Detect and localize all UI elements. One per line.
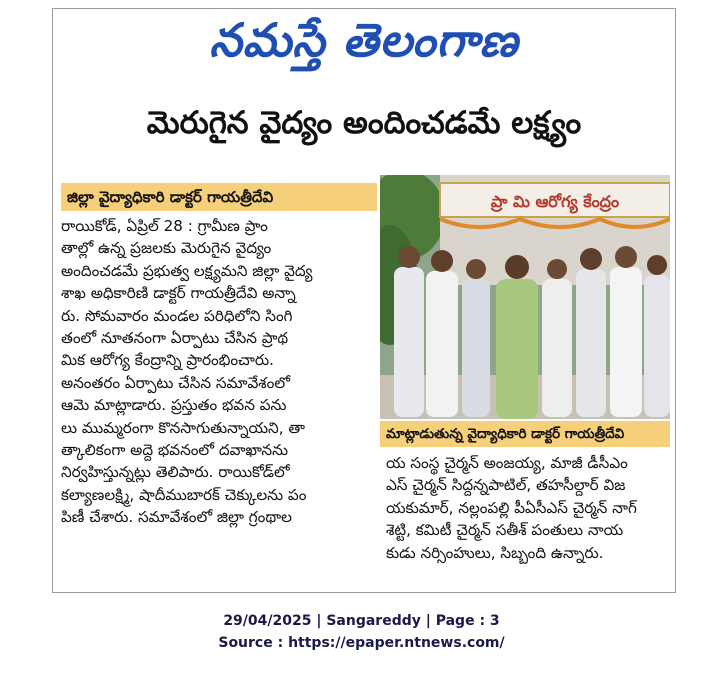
- article-line: కల్యాణలక్ష్మి, షాదీముబారక్ చెక్కులను పం: [61, 485, 307, 504]
- article-body-left: [61, 215, 379, 529]
- article-line: పిణీ చేశారు. సమావేశంలో జిల్లా గ్రంథాల: [61, 508, 292, 527]
- article-line: రు. సోమవారం మండల పరిధిలోని సింగి: [61, 306, 293, 325]
- footer-source: Source : https://epaper.ntnews.com/: [218, 635, 505, 651]
- photo-banner-text: ప్రా మి ఆరోగ్య కేంద్రం: [490, 192, 620, 211]
- article-line: అనంతరం ఏర్పాటు చేసిన సమావేశంలో: [61, 373, 290, 392]
- article-line: త్కాలికంగా అద్దె భవనంలో దవాఖానను: [61, 441, 288, 460]
- article-line: యకుమార్, నల్లంపల్లి పీఏసీఎస్ చైర్మన్ నాగ్: [386, 498, 637, 517]
- footer: [0, 610, 723, 654]
- article-line: రాయికోడ్, ఏప్రిల్ 28 : గ్రామీణ ప్రాం: [61, 217, 268, 235]
- article-line: ఆమె మాట్లాడారు. ప్రస్తుతం భవన పను: [61, 396, 287, 415]
- article-line: నిర్వహిస్తున్నట్లు తెలిపారు. రాయికోడ్‌లో: [61, 463, 290, 482]
- article-line: మిక ఆరోగ్య కేంద్రాన్ని ప్రారంభించారు.: [61, 351, 274, 370]
- photo-caption: మాట్లాడుతున్న వైద్యాధికారి డాక్టర్ గాయత్రీదేవి: [380, 421, 670, 447]
- footer-dateline: 29/04/2025 | Sangareddy | Page : 3: [223, 613, 500, 629]
- news-photo-illustration: [380, 175, 670, 419]
- article-line: య సంస్థ చైర్మన్ అంజయ్య, మాజీ డీసీఎం: [386, 454, 628, 472]
- article-line: లు ముమ్మరంగా కొనసాగుతున్నాయని, తా: [61, 418, 305, 437]
- newspaper-clipping: [52, 8, 676, 593]
- article-line: తాల్లో ఉన్న ప్రజలకు మెరుగైన వైద్యం: [61, 239, 272, 258]
- headline: మెరుగైన వైద్యం అందించడమే లక్ష్యం: [146, 105, 582, 141]
- article-line: అందించడమే ప్రభుత్వ లక్ష్యమని జిల్లా వైద్య: [61, 261, 313, 280]
- subheadline: జిల్లా వైద్యాధికారి డాక్టర్ గాయత్రీదేవి: [61, 183, 377, 211]
- article-line: శాఖ అధికారిణి డాక్టర్ గాయత్రీదేవి అన్నా: [61, 284, 296, 303]
- news-photo: [380, 175, 670, 419]
- masthead: నమస్తే తెలంగాణ: [209, 13, 519, 67]
- article-line: ఎస్ చైర్మన్ సిద్దన్నపాటిల్, తహసీల్దార్ విజ: [386, 476, 626, 495]
- article-line: శెట్టి, కమిటీ చైర్మన్ సతీశ్ పంతులు నాయ: [386, 521, 624, 540]
- article-line: తంలో నూతనంగా ఏర్పాటు చేసిన ప్రాథ: [61, 329, 289, 348]
- article-line: కుడు నర్సింహులు, సిబ్బంది ఉన్నారు.: [386, 543, 604, 562]
- article-body-right: [386, 452, 670, 564]
